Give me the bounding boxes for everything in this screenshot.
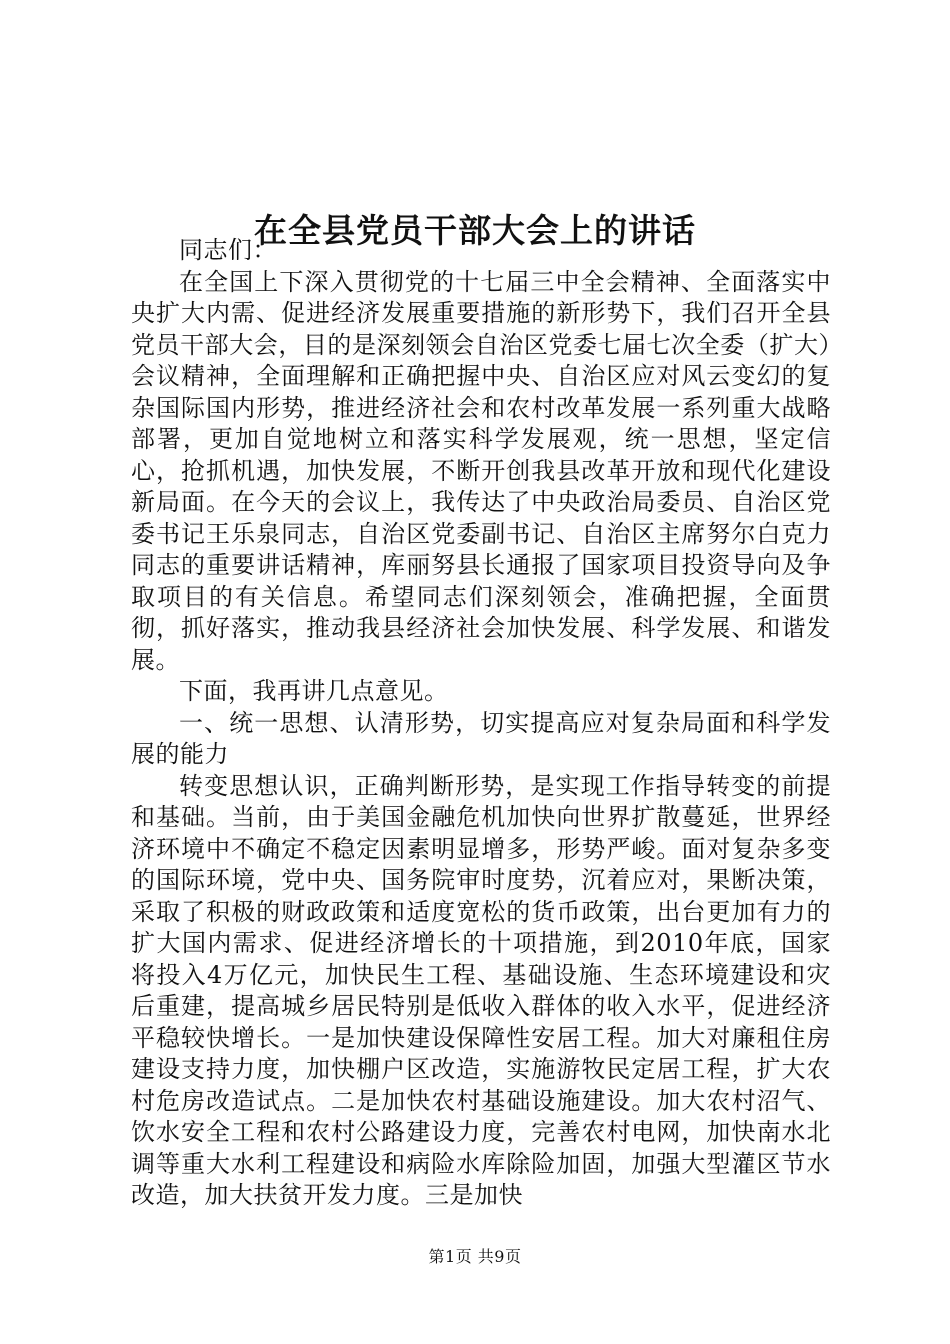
page-footer: 第1页 共9页 — [428, 1247, 522, 1266]
document-title: 在全县党员干部大会上的讲话 — [254, 211, 696, 251]
salutation: 同志们： — [179, 236, 277, 264]
document-body — [131, 235, 831, 1212]
section-heading-one: 一、统一思想、认清形势，切实提高应对复杂局面和科学发展的能力 — [131, 708, 831, 768]
paragraph-opening: 在全国上下深入贯彻党的十七届三中全会精神、全面落实中央扩大内需、促进经济发展重要措施的新形势下，我们召开全县党员干部大会，目的是深刻领会自治区党委七届七次全委（扩大）会议精神，全面理解和正确把握中央、自治区应对风云变幻的复杂国际国内形势，推进经济社会和农村改革发展一系列重大战略部署，更加自觉地树立和落实科学发展观，统一思想，坚定信心，抢抓机遇，加快发展，不断开创我县改革开放和现代化建设新局面。在今天的会议上，我传达了中央政治局委员、自治区党委书记王乐泉同志，自治区党委副书记、自治区主席努尔白克力同志的重要讲话精神，库丽努县长通报了国家项目投资导向及争取项目的有关信息。希望同志们深刻领会，准确把握，全面贯彻，抓好落实，推动我县经济社会加快发展、科学发展、和谐发展。 — [131, 267, 831, 674]
paragraph-transition: 下面，我再讲几点意见。 — [179, 677, 449, 705]
paragraph-section-one: 转变思想认识，正确判断形势，是实现工作指导转变的前提和基础。当前，由于美国金融危机加快向世界扩散蔓延，世界经济环境中不确定不稳定因素明显增多，形势严峻。面对复杂多变的国际环境，党中央、国务院审时度势，沉着应对，果断决策，采取了积极的财政政策和适度宽松的货币政策，出台更加有力的扩大国内需求、促进经济增长的十项措施，到2010年底，国家将投入4万亿元，加快民生工程、基础设施、生态环境建设和灾后重建，提高城乡居民特别是低收入群体的收入水平，促进经济平稳较快增长。一是加快建设保障性安居工程。加大对廉租住房建设支持力度，加快棚户区改造，实施游牧民定居工程，扩大农村危房改造试点。二是加快农村基础设施建设。加大农村沼气、饮水安全工程和农村公路建设力度，完善农村电网，加快南水北调等重大水利工程建设和病险水库除险加固，加强大型灌区节水改造，加大扶贫开发力度。三是加快 — [131, 771, 831, 1209]
